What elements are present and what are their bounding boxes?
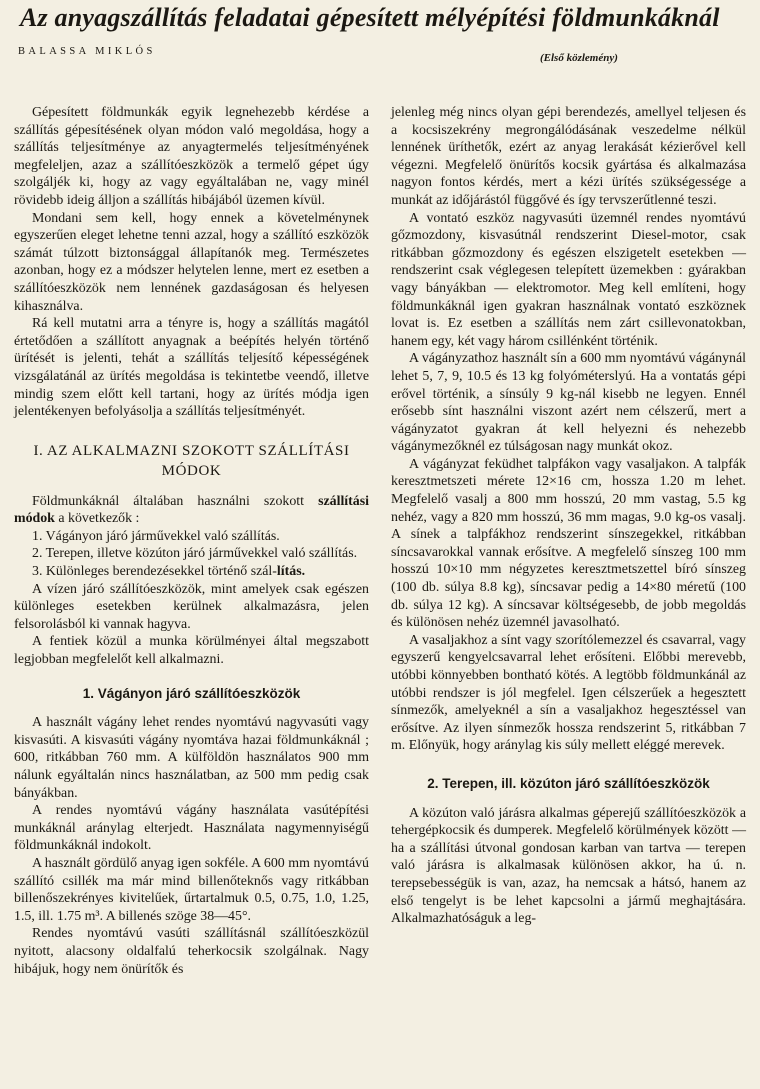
- paragraph: Rá kell mutatni arra a tényre is, hogy a szállítás magától értetődően a szállított anyagnak a beépítés helyén történő ürítését is jelenti, tehát a szállítás teljesítő képességének vizsgálatánál az ürítés megoldása is tekintetbe veendő, illetve mindig szem előtt kell tartani, hogy az ürítés módja igen jelentékenyen befolyásolja a szállítás teljesítményét.: [14, 316, 369, 420]
- subsection-heading: 2. Terepen, ill. közúton járó szállítóeszközök: [427, 775, 710, 791]
- paragraph: A közúton való járásra alkalmas géperejű szállítóeszközök a tehergépkocsik és dumperek. Megfelelő körülmények között — ha a szállítási útvonal gondosan karban van tartva — terepen való járásra is alkalmasak különösen akkor, ha ú. n. terepsebességük is van, azaz, ha nemcsak a hátsó, hanem az első tengelyt is be lehet kapcsolni a jármű meghajtására. Alkalmazhatóságuk a leg-: [391, 805, 746, 927]
- paragraph: A rendes nyomtávú vágány használata vasútépítési munkáknál aránylag elterjedt. Használata nagymennyiségű földmunkáknál indokolt.: [14, 803, 369, 854]
- paragraph: A használt gördülő anyag igen sokféle. A 600 mm nyomtávú szállító csillék ma már mind billenőteknős vagy ritkábban billenőszekrényes kivitelűek, űrtartalmuk 0.5, 0.75, 1.0, 1.25, 1.5, ill. 1.75 m³. A billenés szöge 38—45°.: [14, 855, 369, 924]
- list-item: 2. Terepen, illetve közúton járó járművekkel való szállítás.: [32, 546, 358, 562]
- paragraph: Rendes nyomtávú vasúti szállításnál szállítóeszközül nyitott, alacsony oldalfalú teherkocsik szolgálnak. Nagy hibájuk, hogy nem önürítők és: [14, 926, 369, 977]
- article-columns: [14, 104, 750, 1089]
- paragraph: jelenleg még nincs olyan gépi berendezés, amellyel teljesen és a kocsiszekrény megrongálódásának veszedelme nélkül lennének üríthetők, ezért az anyag lerakását kézierővel kell végezni. Megfelelő önürítős kocsik gyártása és alkalmazása nagyon fontos kérdés, mert a kézi ürítés szükségessége a munkát az időjárástól függővé és így tervszerűtlenné teszi.: [391, 105, 746, 208]
- subsection-heading: 1. Vágányon járó szállítóeszközök: [82, 685, 301, 701]
- paragraph: Mondani sem kell, hogy ennek a követelménynek egyszerűen eleget lehetne tenni azzal, hogy a szállító eszközök számát túlzott biztonsággal állapítanók meg. Természetes azonban, hogy ez a módszer helytelen lenne, mert ez esetben a szállítóeszközök nem lennének gazdaságosan és helyesen kihasználva.: [14, 210, 369, 314]
- text: 3. Különleges berendezésekkel történő szál-: [32, 564, 277, 580]
- paragraph: [14, 493, 369, 528]
- paragraph: A vasaljakhoz a sínt vagy szorítólemezzel és csavarral, vagy egyszerű kengyelcsavarral lehet erősíteni. Előbbi merevebb, utóbbi könnyebben bontható kötés. A legtöbb földmunkánál az utóbbi rendszer is jól megfelel. Igen célszerűek a hegesztett sínmezők, amelyeknél a sín a vasaljakhoz hegesztéssel van erősítve. Az ilyen sínmezők hossza rendszerint 5, ritkábban 7 m. Előnyük, hogy aránylag kis súly mellett eléggé merevek.: [391, 632, 746, 754]
- list-item: [14, 563, 369, 581]
- article-title: Az anyagszállítás feladatai gépesített mélyépítési földmunkáknál: [20, 3, 720, 32]
- byline: [12, 46, 748, 68]
- text: a következők :: [54, 511, 140, 527]
- installment-note: (Első közlemény): [540, 52, 618, 64]
- left-column: [14, 104, 369, 978]
- right-column: [391, 104, 746, 928]
- paragraph: A vágányzat feküdhet talpfákon vagy vasaljakon. A talpfák keresztmetszeti mérete 12×16 cm, hossza 1.20 m lehet. Megfelelő vasalj a 800 mm hosszú, 20 mm vastag, 5.5 kg nehéz, vagy a 820 mm hosszú, 36 mm magas, 9.0 kg-os vasalj. A sínek a talpfákhoz rendszerint sínszegekkel, ritkábban síncsavarokkal vannak erősítve. A megfelelő sínszeg 100 mm hosszú 10×10 mm négyzetes keresztmetszettel bíró sínszeg (100 db. súlya 8.8 kg), síncsavar pedig a 14×80 méretű (100 db. súlya 12 kg). A síncsavar költségesebb, de jobb megoldás és különösen nehéz üzemnél javasolható.: [391, 456, 746, 631]
- paragraph: A vontató eszköz nagyvasúti üzemnél rendes nyomtávú gőzmozdony, kisvasútnál rendszerint Diesel-motor, csak ritkábban gőzmozdony és egészen elszigetelt esetekben — rendszerint csak véglegesen telepített üzemekben : gyárakban vagy bányákban — elektromotor. Meg kell említeni, hogy földmunkáknál igen gyakran használnak vontató eszköznek lovat is. Ez esetben a szállítás nem zárt csillevonatokban, hanem egy, két vagy három csillénként történik.: [391, 210, 746, 349]
- author: BALASSA MIKLÓS: [18, 46, 156, 57]
- paragraph: Gépesített földmunkák egyik legnehezebb kérdése a szállítás gépesítésének olyan módon való megoldása, hogy a szállítás teljesítménye az anyagtermelés teljesítményének megfeleljen, azaz a szállítóeszközök a termelő gépet úgy szolgáljék ki, hogy az vagy egyáltalában ne, vagy minél rövidebb ideig álljon a szállítás hibájából üzemen kívül.: [14, 105, 369, 208]
- paragraph: A vízen járó szállítóeszközök, mint amelyek csak egészen különleges esetekben kerülnek alkalmazásra, jelen felsorolásból ki vannak hagyva.: [14, 581, 369, 632]
- text: Földmunkáknál általában használni szokott: [32, 493, 305, 509]
- paragraph: A használt vágány lehet rendes nyomtávú nagyvasúti vagy kisvasúti. A kisvasúti vágány nyomtáva hazai földmunkáknál ; 600, ritkábban 760 mm. A külföldön használatos 900 mm nálunk egyáltalán nincs használatban, az 500 mm pedig csak bányákban.: [14, 715, 369, 801]
- bold-text: szállítási módok: [14, 493, 369, 527]
- bold-text: lítás.: [276, 564, 306, 580]
- paragraph: A vágányzathoz használt sín a 600 mm nyomtávú vágánynál lehet 5, 7, 9, 10.5 és 13 kg folyóméterslyú. Ha a vontatás gépi erővel történik, a sínsúly 9 kg-nál kisebb ne legyen. Ennél erősebb sínt használni viszont azért nem célszerű, mert a vágányzatot gyakran át kell helyezni és nehezebb vágánymezőknél ez túlságosan nagy munkát okoz.: [391, 351, 746, 455]
- section-heading: I. AZ ALKALMAZNI SZOKOTT SZÁLLÍTÁSI MÓDOK: [33, 442, 350, 479]
- list-item: 1. Vágányon járó járművekkel való szállítás.: [32, 528, 280, 544]
- paragraph: A fentiek közül a munka körülményei által megszabott legjobban megfelelőt kell alkalmazni.: [14, 634, 369, 668]
